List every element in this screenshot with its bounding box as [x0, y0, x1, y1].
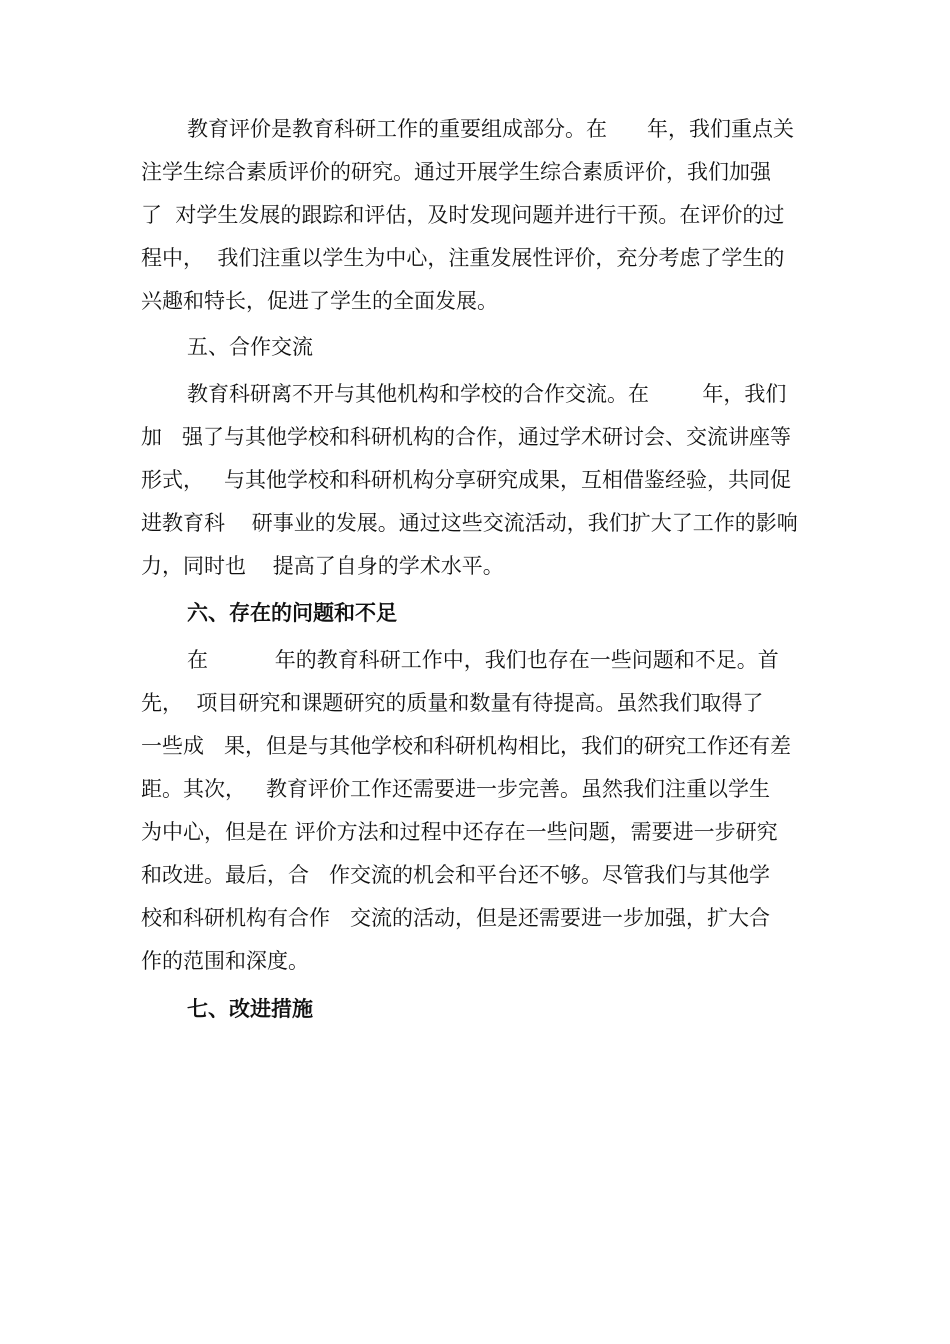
paragraph-line: 力，同时也 提高了自身的学术水平。	[141, 554, 504, 578]
paragraph-line: 在 年的教育科研工作中，我们也存在一些问题和不足。首	[187, 648, 779, 672]
paragraph-line: 作的范围和深度。	[141, 949, 309, 973]
paragraph-line: 一些成 果，但是与其他学校和科研机构相比，我们的研究工作还有差	[141, 734, 792, 758]
paragraph-line: 为中心，但是在 评价方法和过程中还存在一些问题，需要进一步研究	[141, 820, 778, 844]
paragraph-line: 距。其次， 教育评价工作还需要进一步完善。虽然我们注重以学生	[141, 777, 771, 801]
paragraph-line: 程中， 我们注重以学生为中心，注重发展性评价，充分考虑了学生的	[141, 246, 785, 270]
paragraph-line: 形式， 与其他学校和科研机构分享研究成果，互相借鉴经验，共同促	[141, 468, 792, 492]
section-heading: 七、改进措施	[187, 997, 313, 1021]
paragraph-line: 加 强了与其他学校和科研机构的合作，通过学术研讨会、交流讲座等	[141, 425, 792, 449]
paragraph-line: 进教育科 研事业的发展。通过这些交流活动，我们扩大了工作的影响	[141, 511, 798, 535]
paragraph-line: 注学生综合素质评价的研究。通过开展学生综合素质评价，我们加强	[141, 160, 771, 184]
paragraph-line: 校和科研机构有合作 交流的活动，但是还需要进一步加强，扩大合	[141, 906, 771, 930]
paragraph-line: 了 对学生发展的跟踪和评估，及时发现问题并进行干预。在评价的过	[141, 203, 785, 227]
paragraph-line: 兴趣和特长，促进了学生的全面发展。	[141, 289, 498, 313]
section-heading: 五、合作交流	[187, 335, 313, 359]
paragraph-line: 先， 项目研究和课题研究的质量和数量有待提高。虽然我们取得了	[141, 691, 764, 715]
paragraph-line: 和改进。最后，合 作交流的机会和平台还不够。尽管我们与其他学	[141, 863, 771, 887]
section-heading: 六、存在的问题和不足	[187, 601, 397, 625]
paragraph-line: 教育评价是教育科研工作的重要组成部分。在 年，我们重点关	[187, 117, 795, 141]
paragraph-line: 教育科研离不开与其他机构和学校的合作交流。在 年，我们	[187, 382, 787, 406]
